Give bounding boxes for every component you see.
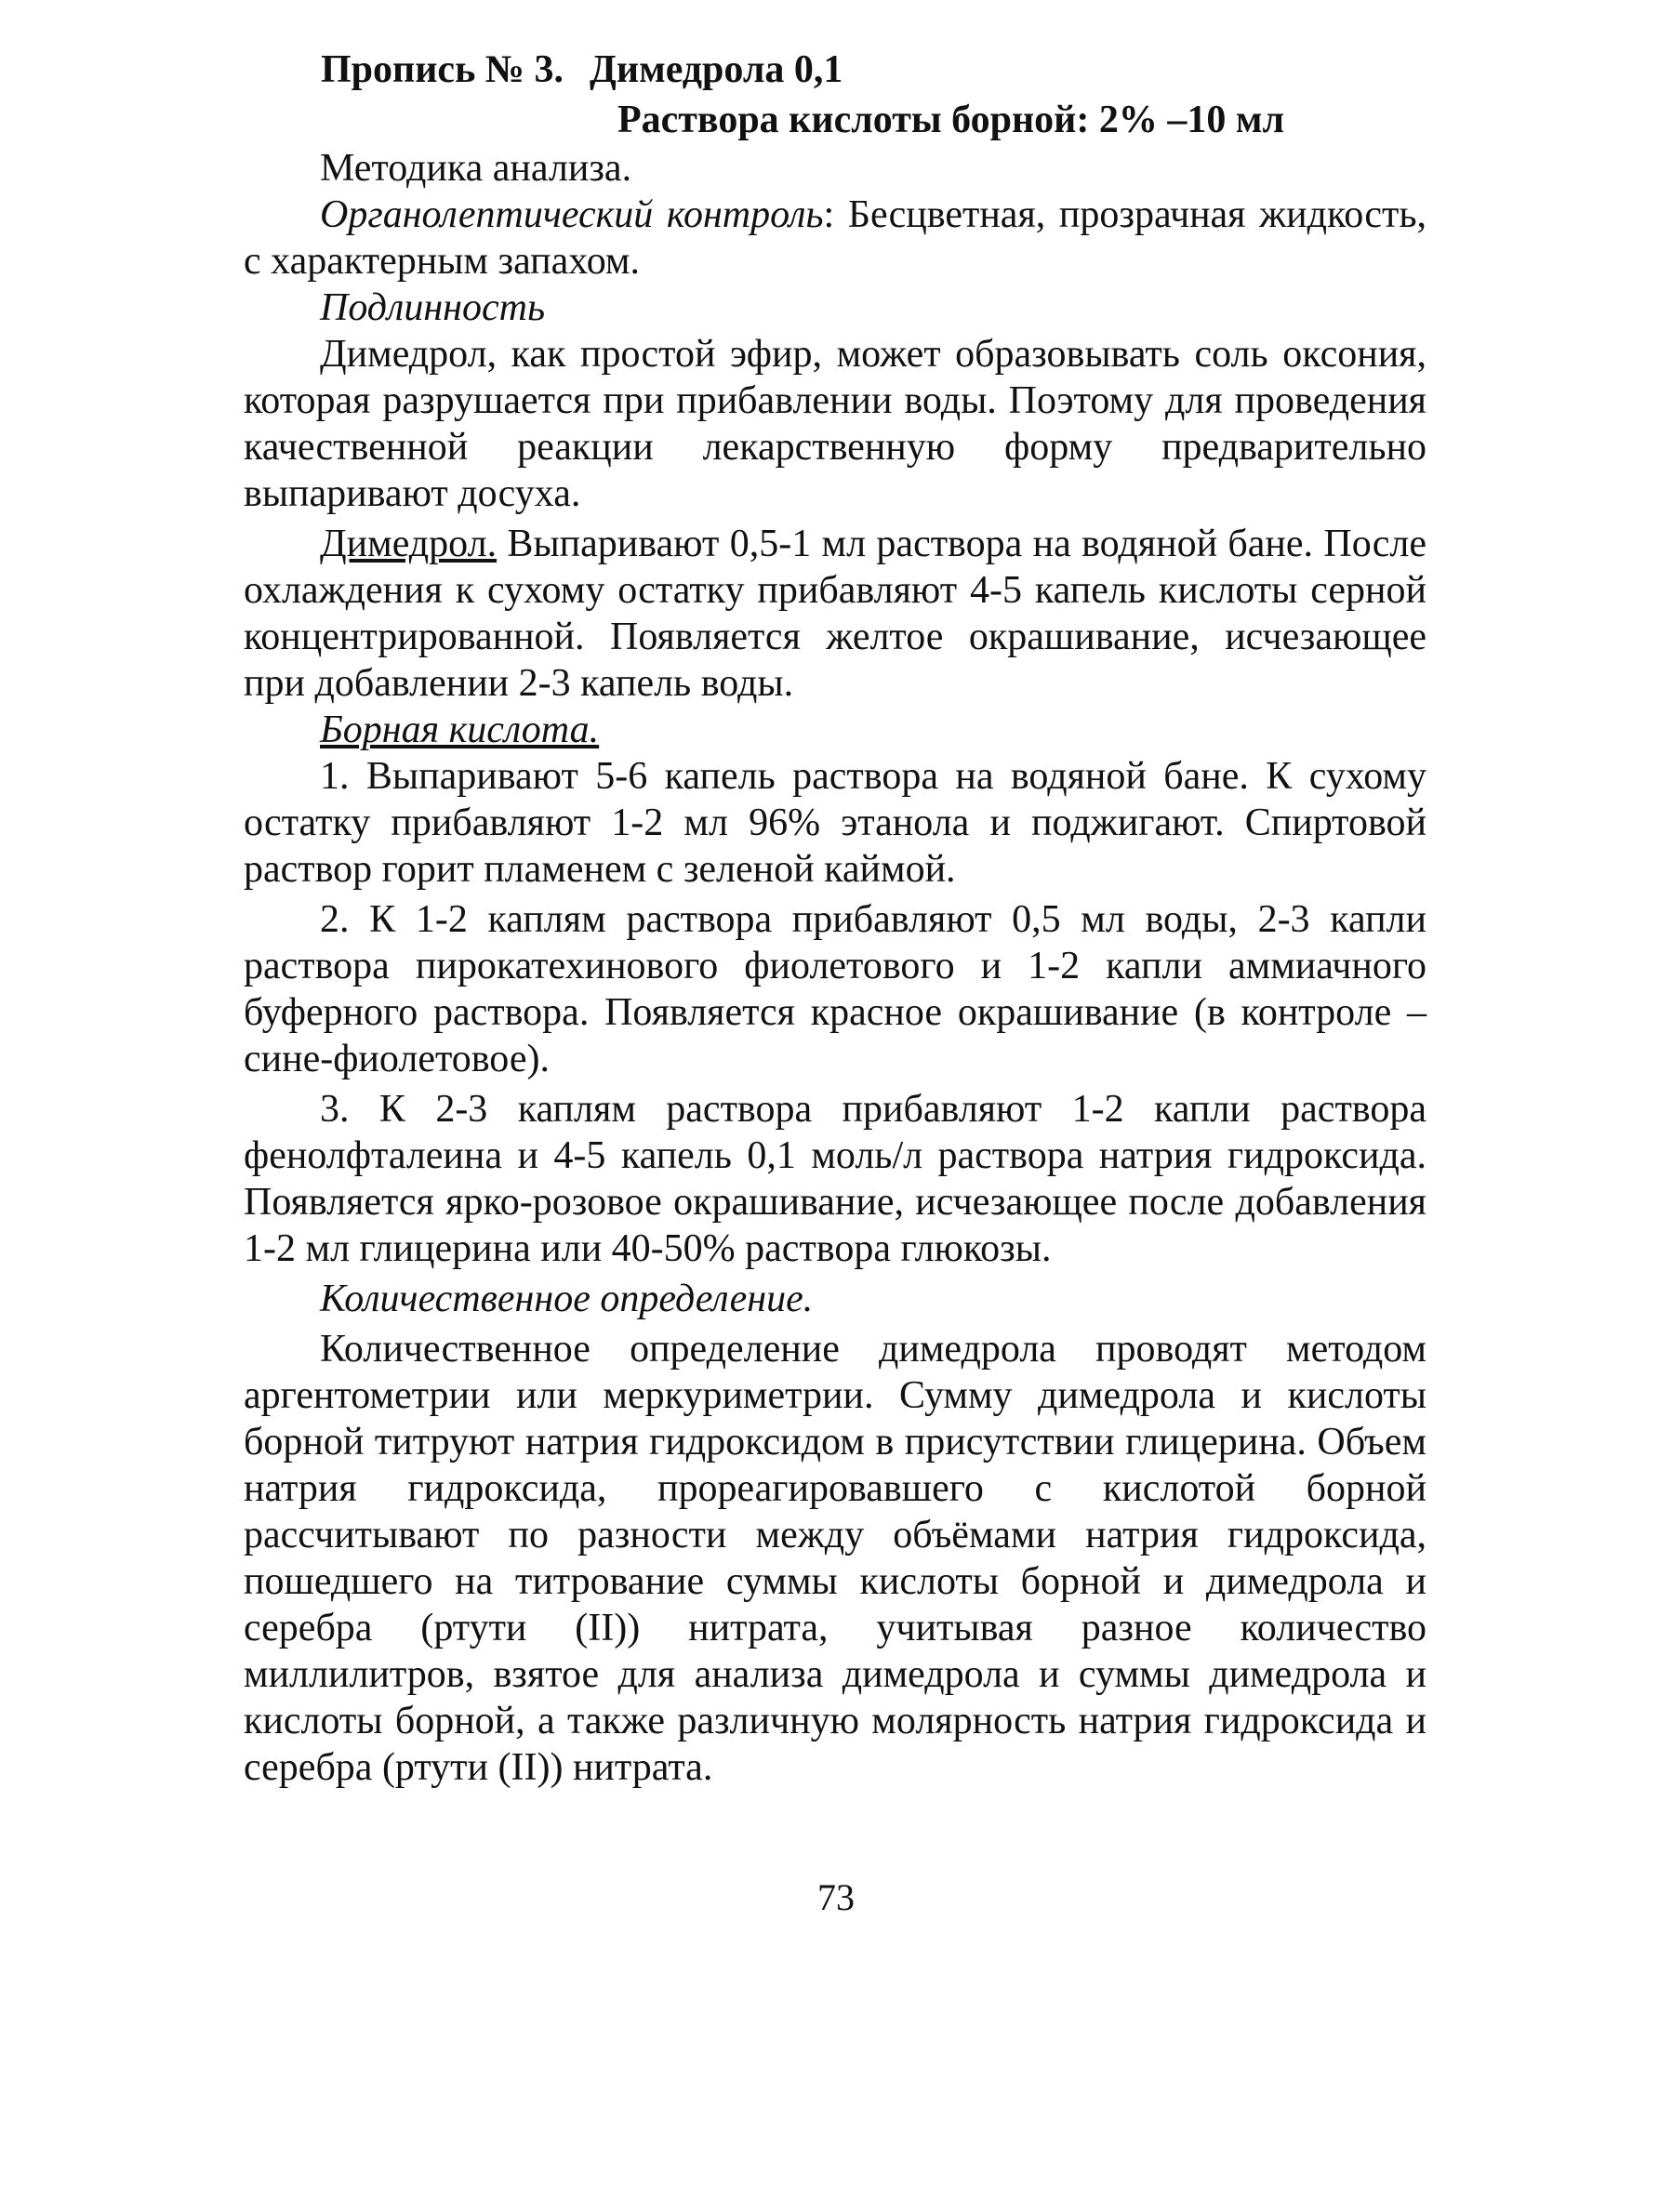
page-number: 73 xyxy=(817,1876,855,1918)
quant-paragraph: Количественное определение димедрола проводят методом аргентометрии или меркуриметрии. Сумму димедрола и кислоты борной титруют натрия гидроксидом в присутствии глицерина. Объем натрия гидроксида, прореагировавшего с кислотой борной рассчитывают по разности между объёмами натрия гидроксида, пошедшего на титрование суммы кислоты борной и димедрола и серебра (ртути (II)) нитрата, учитывая разное количество миллилитров, взятое для анализа димедрола и суммы димедрола и кислоты борной, а также различную молярность натрия гидроксида и серебра (ртути (II)) нитрата. xyxy=(244,1328,1427,1789)
identity-heading: Подлинность xyxy=(320,286,546,329)
dimedrol-label: Димедрол. xyxy=(320,523,498,565)
boric-heading xyxy=(244,707,1427,753)
quant-heading: Количественное определение. xyxy=(320,1278,814,1320)
dimedrol-paragraph xyxy=(244,521,1427,707)
boric-test-1: 1. Выпаривают 5-6 капель раствора на водяной бане. К сухому остатку прибавляют 1-2 мл 96% этанола и поджигают. Спиртовой раствор горит пламенем с зеленой каймой. xyxy=(244,755,1427,891)
organoleptic-label: Органолептический контроль xyxy=(320,193,824,236)
dimedrol-text: Выпаривают 0,5-1 мл раствора на водяной бане. После охлаждения к сухому остатку прибавляют 4-5 капель кислоты серной концентрированной. Появляется желтое окрашивание, исчезающее при добавлении 2-3 капель воды. xyxy=(244,523,1427,705)
boric-test-3: 3. К 2-3 каплям раствора прибавляют 1-2 капли раствора фенолфталеина и 4-5 капель 0,1 моль/л раствора натрия гидроксида. Появляется ярко-розовое окрашивание, исчезающее после добавления 1-2 мл глицерина или 40-50% раствора глюкозы. xyxy=(244,1088,1427,1270)
boric-heading-text: Борная кислота. xyxy=(320,709,600,751)
method-heading: Методика анализа. xyxy=(320,147,632,190)
prescription-number: Пропись № 3. xyxy=(321,48,564,91)
prescription-component-1: Димедрола 0,1 xyxy=(589,48,843,91)
organoleptic-text: : Бесцветная, прозрачная жидкость, с характерным запахом. xyxy=(244,193,1427,283)
prescription-component-2: Раствора кислоты борной: 2% –10 мл xyxy=(617,99,1285,141)
prescription-line-1 xyxy=(321,45,843,95)
identity-paragraph: Димедрол, как простой эфир, может образовывать соль оксония, которая разрушается при прибавлении воды. Поэтому для проведения качественной реакции лекарственную форму предварительно выпаривают досуха. xyxy=(244,333,1427,515)
organoleptic-paragraph xyxy=(244,192,1427,285)
body-text xyxy=(244,145,1427,1791)
boric-test-2: 2. К 1-2 каплям раствора прибавляют 0,5 мл воды, 2-3 капли раствора пирокатехинового фиолетового и 1-2 капли аммиачного буферного раствора. Появляется красное окрашивание (в контроле – сине-фиолетовое). xyxy=(244,898,1427,1080)
